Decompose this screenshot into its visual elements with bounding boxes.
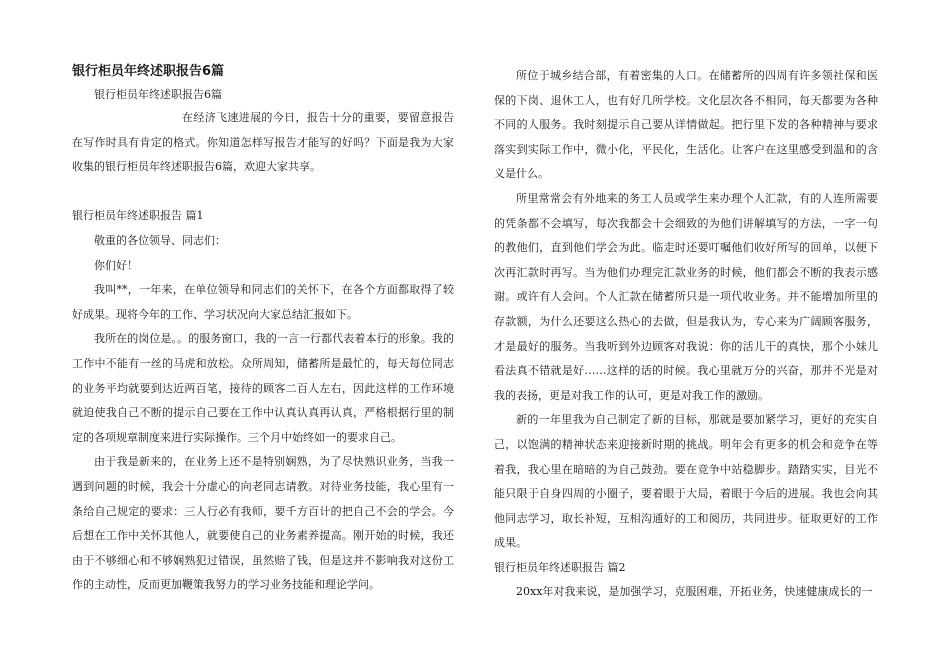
body-paragraph: 由于我是新来的，在业务上还不是特别娴熟，为了尽快熟识业务，当我一遇到问题的时候，我会十分虚心的向老同志请教。对待业务技能，我心里有一条给自己规定的要求：三人行必有我师，要千方百计的把自己不会的学会。今后想在工作中关怀其他人，就要使自己的业务素养提高。刚开始的时候，我还由于不够细心和不够娴熟犯过错误，虽然赔了钱，但是这并不影响我对这份工作的主动性，反而更加鞭策我努力的学习业务技能和理论学问。 [72, 455, 454, 592]
body-paragraph: 所里常常会有外地来的务工人员或学生来办理个人汇款，有的人连所需要的凭条都不会填写，每次我都会十会细致的为他们讲解填写的方法，一字一句的教他们，直到他们学会为此。临走时还要叮嘱他们收好所写的回单，以便下次再汇款时再写。当为他们办理完汇款业务的时候，他们都会不断的我表示感谢。或许有人会问。个人汇款在储蓄所只是一项代收业务。并不能增加所里的存款额，为什么还要这么热心的去做，但是我认为，专心来为广阔顾客服务，才是最好的服务。当我听到外边顾客对我说：你的活儿干的真快，那个小妹儿看法真不错就是好……这样的话的时候。我心里就万分的兴奋，那并不光是对我的表扬，更是对我工作的认可，更是对我工作的激励。 [494, 191, 878, 402]
left-column [72, 62, 454, 598]
body-paragraph: 我所在的岗位是。。的服务窗口，我的一言一行都代表着本行的形象。我的工作中不能有一丝的马虎和放松。众所周知，储蓄所是最忙的，每天每位同志的业务平均就要到达近两百笔，接待的顾客二百人左右，因此这样的工作环境就迫使我自己不断的提示自己要在工作中认真认真再认真，严格根据行里的制定的各项规章制度来进行实际操作。三个月中始终如一的要求自己。 [72, 332, 454, 444]
body-paragraph: 所位于城乡结合部，有着密集的人口。在储蓄所的四周有许多领社保和医保的下岗、退休工人，也有好几所学校。文化层次各不相同，每天都要为各种不同的人服务。我时刻提示自己要从详情做起。把行里下发的各种精神与要求落实到实际工作中，微小化，平民化，生活化。让客户在这里感受到温和的含义是什么。 [494, 69, 878, 181]
salutation: 敬重的各位领导、同志们： [94, 233, 226, 247]
greeting: 你们好！ [94, 258, 138, 272]
section-heading-2: 银行柜员年终述职报告 篇2 [494, 560, 626, 574]
document-title: 银行柜员年终述职报告6篇 [72, 64, 225, 79]
blank-line [72, 180, 454, 205]
body-paragraph: 20xx年对我来说，是加强学习，克服困难，开拓业务，快速健康成长的一 [516, 585, 873, 599]
body-paragraph: 新的一年里我为自己制定了新的目标，那就是要加紧学习，更好的充实自己，以饱满的精神状态来迎接新时期的挑战。明年会有更多的机会和竞争在等着我，我心里在暗暗的为自己鼓劲。要在竞争中站稳脚步。踏踏实实，目光不能只限于自身四周的小圈子，要着眼于大局，着眼于今后的进展。我也会向其他同志学习，取长补短，互相沟通好的工和阅历，共同进步。征取更好的工作成果。 [494, 413, 878, 550]
body-paragraph: 我叫**，一年来，在单位领导和同志们的关怀下，在各个方面都取得了较好成果。现将今年的工作、学习状况向大家总结汇报如下。 [72, 283, 454, 321]
intro-paragraph: 在经济飞速进展的今日，报告十分的重要，要留意报告在写作时具有肯定的格式。你知道怎样写报告才能写的好吗？下面是我为大家收集的银行柜员年终述职报告6篇，欢迎大家共享。 [72, 111, 454, 174]
document-subtitle: 银行柜员年终述职报告6篇 [94, 88, 222, 101]
section-heading-1: 银行柜员年终述职报告 篇1 [72, 209, 204, 223]
right-column [494, 64, 878, 605]
